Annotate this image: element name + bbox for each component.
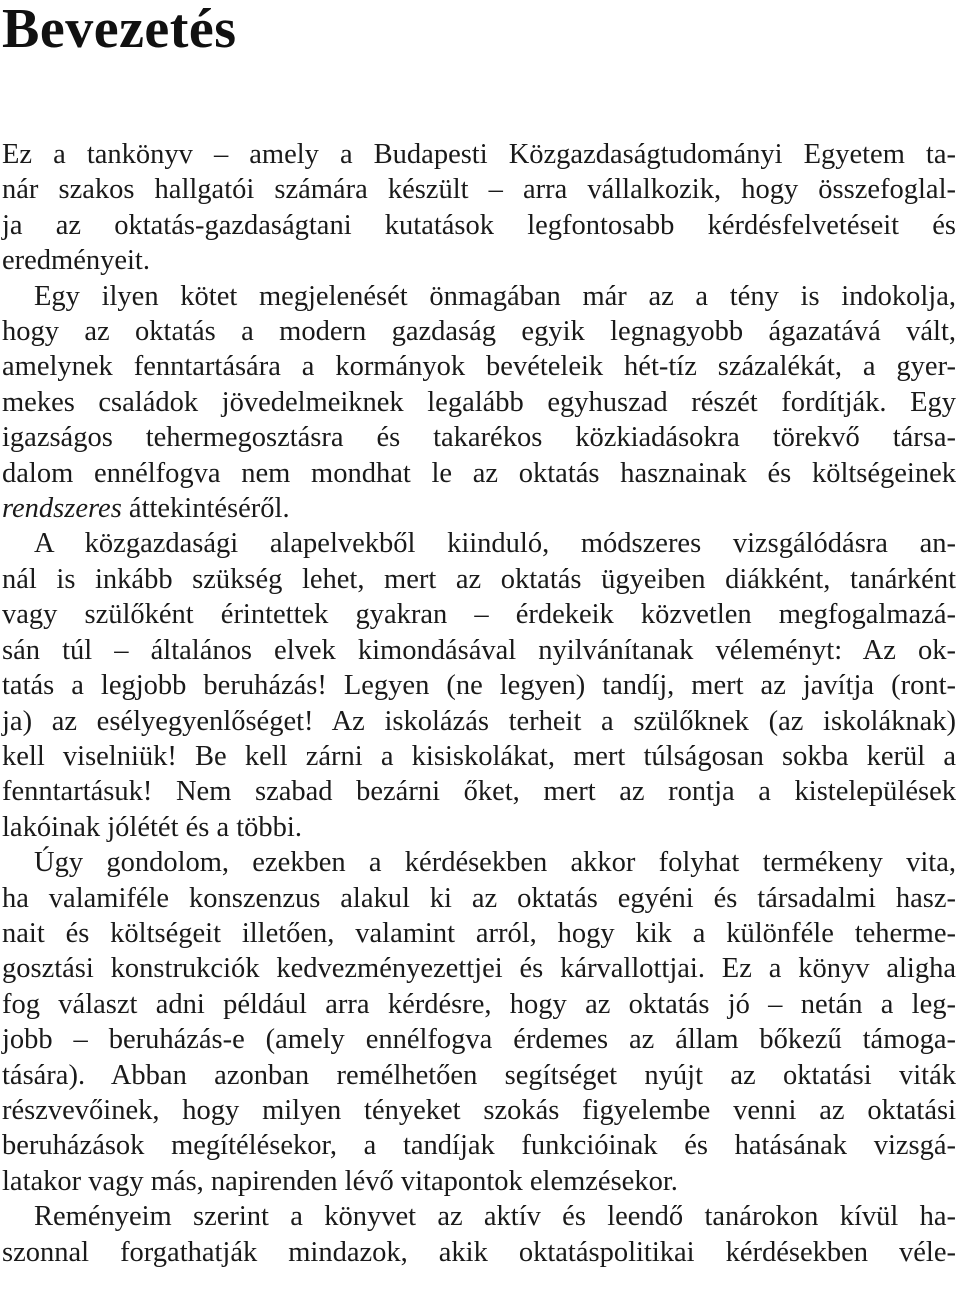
- italic-emphasis: rendszeres: [2, 493, 122, 525]
- text-line: ja) az esélyegyenlőséget! Az iskolázás terheit a szülőknek (az iskoláknak): [2, 705, 956, 737]
- text-line: Ez a tankönyv – amely a Budapesti Közgazdaságtudományi Egyetem ta-: [2, 139, 956, 170]
- text-line: részvevőinek, hogy milyen tényeket szokás figyelembe venni az oktatási: [2, 1094, 956, 1126]
- paragraph-4: [2, 845, 956, 1199]
- text-line: fog választ adni például arra kérdésre, hogy az oktatás jó – netán a leg-: [2, 988, 956, 1020]
- paragraph-1: [2, 137, 956, 279]
- text-line: hogy az oktatás a modern gazdaság egyik legnagyobb ágazatává vált,: [2, 316, 956, 348]
- text-line: mekes családok jövedelmeiknek legalább egyhuszad részét fordítják. Egy: [2, 386, 956, 418]
- text-line: fenntartásuk! Nem szabad bezárni őket, mert az rontja a kistelepülések: [2, 776, 956, 808]
- text-line: tatás a legjobb beruházás! Legyen (ne legyen) tandíj, mert az javítja (ront-: [2, 670, 956, 702]
- body-text: [2, 137, 956, 1270]
- text-line: amelynek fenntartására a kormányok bevételeik hét-tíz százalékát, a gyer-: [2, 351, 956, 383]
- text-line: eredményeit.: [2, 245, 150, 277]
- text-line: jobb – beruházás-e (amely ennélfogva érdemes az állam bőkezű támoga-: [2, 1024, 956, 1056]
- text-line: nál is inkább szükség lehet, mert az oktatás ügyeiben diákként, tanárként: [2, 563, 956, 595]
- text-line: gosztási konstrukciók kedvezményezettjei és kárvallottjai. Ez a könyv aligha: [2, 953, 956, 985]
- text-line: szonnal forgathatják mindazok, akik oktatáspolitikai kérdésekben véle-: [2, 1236, 956, 1268]
- text-line: vagy szülőként érintettek gyakran – érdekeik közvetlen megfogalmazá-: [2, 599, 956, 631]
- text-line: nait és költségeit illetően, valamint arról, hogy kik a különféle teherme-: [2, 917, 956, 949]
- text-line: latakor vagy más, napirenden lévő vitapontok elemzésekor.: [2, 1165, 678, 1197]
- text-line: Reményeim szerint a könyvet az aktív és leendő tanárokon kívül ha-: [34, 1201, 956, 1233]
- chapter-title: Bevezetés: [2, 0, 237, 60]
- text-line: tására). Abban azonban remélhetően segítséget nyújt az oktatási viták: [2, 1059, 956, 1091]
- text-line: sán túl – általános elvek kimondásával nyilvánítanak véleményt: Az ok-: [2, 634, 956, 666]
- text-line: lakóinak jólétét és a többi.: [2, 811, 302, 843]
- text-line: beruházások megítélésekor, a tandíjak funkcióinak és hatásának vizsgá-: [2, 1130, 956, 1162]
- text-line: ja az oktatás-gazdaságtani kutatások legfontosabb kérdésfelvetéseit és: [2, 209, 956, 241]
- paragraph-2: [2, 279, 956, 527]
- text-line: ha valamiféle konszenzus alakul ki az oktatás egyéni és társadalmi hasz-: [2, 882, 956, 914]
- text-line: A közgazdasági alapelvekből kiinduló, módszeres vizsgálódásra an-: [34, 528, 956, 560]
- text-line: nár szakos hallgatói számára készült – arra vállalkozik, hogy összefoglal-: [2, 174, 956, 206]
- text-line: igazságos tehermegosztásra és takarékos közkiadásokra törekvő társa-: [2, 422, 956, 454]
- text-line: dalom ennélfogva nem mondhat le az oktatás hasznainak és költségeinek: [2, 457, 956, 489]
- text-line: kell viselniük! Be kell zárni a kisiskolákat, mert túlságosan sokba kerül a: [2, 740, 956, 772]
- text-line: [2, 491, 956, 526]
- paragraph-5: [2, 1199, 956, 1270]
- paragraph-3: [2, 526, 956, 845]
- text-line: Egy ilyen kötet megjelenését önmagában már az a tény is indokolja,: [34, 280, 956, 312]
- text-line: Úgy gondolom, ezekben a kérdésekben akkor folyhat termékeny vita,: [34, 847, 956, 879]
- text-fragment: áttekintéséről.: [121, 493, 290, 525]
